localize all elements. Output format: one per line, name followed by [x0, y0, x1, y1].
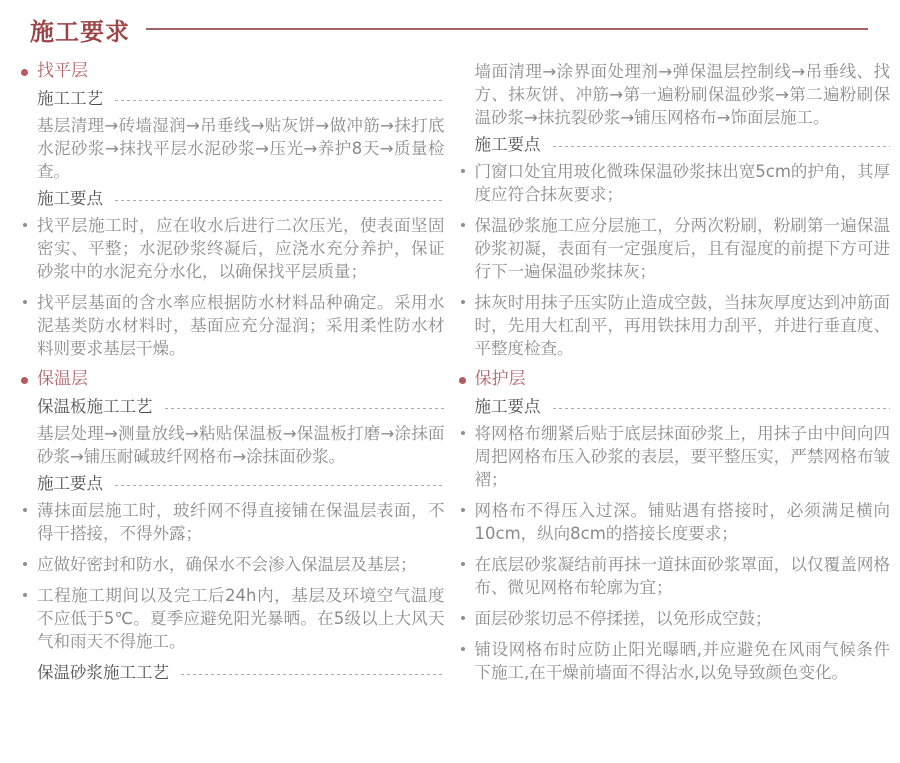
subheading-label: 施工要点	[474, 135, 541, 154]
two-column-layout	[20, 52, 890, 692]
list-item-text: 面层砂浆切忌不停揉搓，以免形成空鼓；	[474, 609, 772, 628]
list-item	[461, 638, 891, 684]
list-item	[461, 214, 891, 283]
right-column	[458, 52, 891, 692]
dotted-rule-line	[553, 146, 891, 147]
list-item-text: 薄抹面层施工时，玻纤网不得直接铺在保温层表面，不得干搭接，不得外露；	[37, 501, 445, 543]
section-header-leveling-layer	[20, 60, 445, 83]
bullet-dot-icon	[461, 223, 465, 227]
subheading-label: 施工工艺	[37, 89, 103, 108]
section-bullet-icon	[21, 377, 28, 384]
list-item-text: 抹灰时用抹子压实防止造成空鼓，当抹灰厚度达到冲筋面时，先用大杠刮平，再用铁抹用力刮平，并进行垂直度、平整度检查。	[474, 293, 890, 358]
dotted-rule-line	[553, 408, 891, 409]
dotted-rule-line	[165, 408, 445, 409]
list-item-text: 网格布不得压入过深。铺贴遇有搭接时，必须满足横向10cm，纵向8cm的搭接长度要求；	[474, 501, 890, 543]
bullet-dot-icon	[23, 508, 27, 512]
bullet-dot-icon	[461, 508, 465, 512]
subheading-construction-process	[37, 87, 445, 110]
section-header-insulation-layer	[20, 368, 445, 391]
list-item-text: 铺设网格布时应防止阳光曝晒,并应避免在风雨气候条件下施工,在干燥前墙面不得沾水,以免导致颜色变化。	[474, 640, 890, 682]
list-item	[461, 607, 891, 630]
dotted-rule-line	[115, 485, 445, 486]
subheading-label: 保温砂浆施工工艺	[37, 663, 169, 682]
list-item	[23, 499, 445, 545]
list-item	[23, 584, 445, 653]
subheading-key-points	[475, 395, 891, 418]
page-title: 施工要求	[30, 17, 130, 46]
list-item-text: 保温砂浆施工应分层施工，分两次粉刷，粉刷第一遍保温砂浆初凝，表面有一定强度后，且有湿度的前提下方可进行下一遍保温砂浆抹灰；	[474, 216, 890, 281]
bullet-dot-icon	[461, 647, 465, 651]
section-label: 保护层	[474, 369, 526, 389]
list-item-text: 门窗口处宜用玻化微珠保温砂浆抹出宽5cm的护角，其厚度应符合抹灰要求；	[474, 162, 890, 204]
subheading-key-points	[37, 187, 445, 210]
list-item	[461, 160, 891, 206]
list-item-text: 将网格布绷紧后贴于底层抹面砂浆上，用抹子由中间向四周把网格布压入砂浆的表层，要平整压实，严禁网格布皱褶；	[474, 424, 890, 489]
bullet-dot-icon	[461, 169, 465, 173]
subheading-label: 施工要点	[37, 474, 103, 493]
bullet-dot-icon	[461, 562, 465, 566]
subheading-board-process	[37, 395, 445, 418]
section-bullet-icon	[459, 377, 466, 384]
subheading-key-points	[37, 472, 445, 495]
section-header-protection-layer	[458, 368, 891, 391]
left-column	[20, 52, 445, 692]
list-item-text: 在底层砂浆凝结前再抹一道抹面砂浆罩面，以仅覆盖网格布、微见网格布轮廓为宜；	[474, 555, 890, 597]
bullet-dot-icon	[461, 431, 465, 435]
list-item	[461, 499, 891, 545]
title-row	[30, 12, 868, 46]
section-bullet-icon	[21, 69, 28, 76]
subheading-label: 施工要点	[37, 189, 103, 208]
list-item-text: 工程施工期间以及完工后24h内，基层及环境空气温度不应低于5℃。夏季应避免阳光暴晒。在5级以上大风天气和雨天不得施工。	[37, 586, 445, 651]
bullet-dot-icon	[23, 593, 27, 597]
process-flow-text: 基层处理→测量放线→粘贴保温板→保温板打磨→涂抹面砂浆→铺压耐碱玻纤网格布→涂抹面砂浆。	[37, 424, 445, 466]
process-flow-text: 基层清理→砖墙湿润→吊垂线→贴灰饼→做冲筋→抹打底水泥砂浆→抹找平层水泥砂浆→压光→养护8天→质量检查。	[37, 116, 445, 181]
bullet-dot-icon	[461, 616, 465, 620]
title-rule-line	[146, 28, 868, 30]
section-label: 找平层	[37, 61, 88, 81]
dotted-rule-line	[115, 200, 445, 201]
subheading-key-points	[475, 133, 891, 156]
list-item	[461, 422, 891, 491]
subheading-mortar-process	[37, 661, 445, 684]
dotted-rule-line	[181, 674, 445, 675]
list-item	[461, 553, 891, 599]
list-item	[23, 214, 445, 283]
bullet-dot-icon	[23, 223, 27, 227]
list-item	[461, 291, 891, 360]
process-flow-text: 墙面清理→涂界面处理剂→弹保温层控制线→吊垂线、找方、抹灰饼、冲筋→第一遍粉刷保温砂浆→第二遍粉刷保温砂浆→抹抗裂砂浆→铺压网格布→饰面层施工。	[474, 62, 890, 127]
dotted-rule-line	[115, 100, 445, 101]
bullet-dot-icon	[23, 300, 27, 304]
subheading-label: 保温板施工工艺	[37, 397, 153, 416]
subheading-label: 施工要点	[474, 397, 541, 416]
list-item-text: 应做好密封和防水，确保水不会渗入保温层及基层；	[37, 555, 417, 574]
section-label: 保温层	[37, 369, 88, 389]
list-item-text: 找平层基面的含水率应根据防水材料品种确定。采用水泥基类防水材料时，基面应充分湿润；采用柔性防水材料则要求基层干燥。	[37, 293, 445, 358]
list-item	[23, 291, 445, 360]
list-item-text: 找平层施工时，应在收水后进行二次压光，使表面坚固密实、平整；水泥砂浆终凝后，应浇水充分养护，保证砂浆中的水泥充分水化，以确保找平层质量；	[37, 216, 445, 281]
bullet-dot-icon	[461, 300, 465, 304]
list-item	[23, 553, 445, 576]
bullet-dot-icon	[23, 562, 27, 566]
